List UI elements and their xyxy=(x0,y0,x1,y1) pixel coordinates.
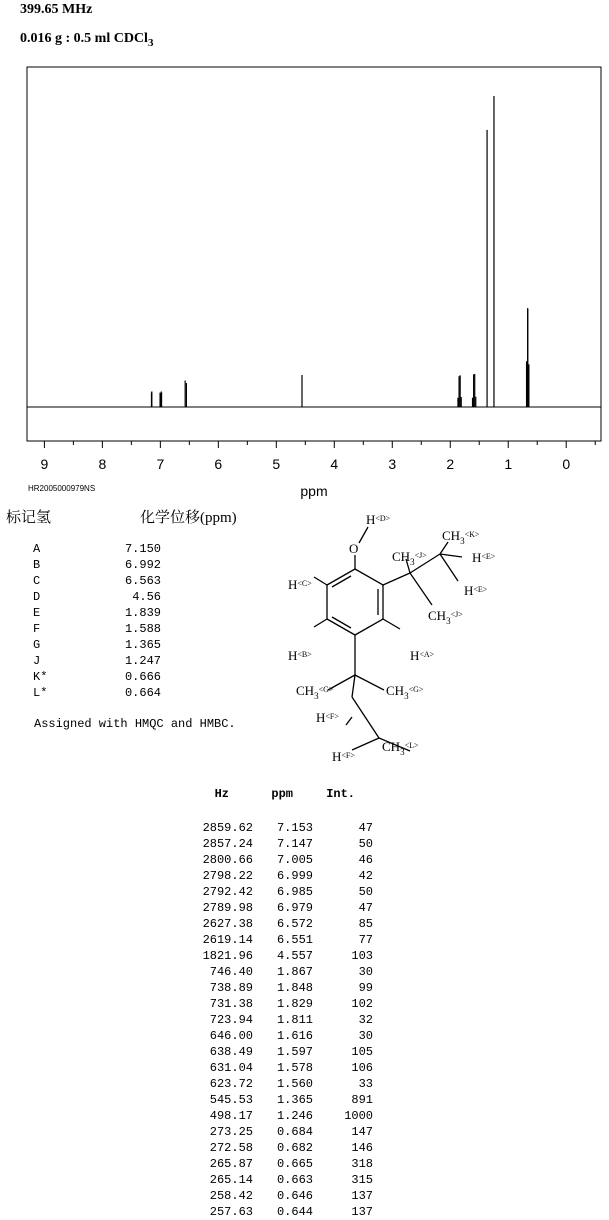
assignment-shift: 0.664 xyxy=(124,686,161,700)
ch-symbol: CH xyxy=(386,683,405,698)
x-tick-label: 1 xyxy=(504,456,513,472)
cell-hz: 1821.96 xyxy=(202,949,253,963)
spectrometer-frequency: 399.65 MHz xyxy=(20,2,93,17)
ring-bond xyxy=(355,569,383,585)
cell-hz: 646.00 xyxy=(209,1029,253,1043)
cell-ppm: 6.572 xyxy=(276,917,313,931)
cell-int: 77 xyxy=(358,933,373,947)
peak-list-header xyxy=(195,786,373,802)
h-tag: <E> xyxy=(481,552,496,561)
assignment-row xyxy=(33,589,161,605)
peak-list-table xyxy=(195,786,373,1220)
c-h-bond xyxy=(346,717,352,725)
table-row xyxy=(195,836,373,852)
h-tag: <C> xyxy=(297,579,312,588)
x-tick-label: 3 xyxy=(388,456,397,472)
sample-concentration xyxy=(20,31,153,49)
cell-hz: 265.87 xyxy=(209,1157,253,1171)
x-tick-label: 4 xyxy=(330,456,339,472)
assignment-label: E xyxy=(33,606,41,620)
cell-hz: 2800.66 xyxy=(202,853,253,867)
methyl-j-top xyxy=(392,549,427,567)
h-symbol: H xyxy=(472,550,482,565)
sample-id: HR2005000979NS xyxy=(28,484,96,493)
cell-int: 47 xyxy=(358,901,373,915)
x-tick-label: 5 xyxy=(272,456,281,472)
hydrogen-f-top xyxy=(316,710,339,725)
assignment-row xyxy=(33,621,161,637)
assignment-shift: 4.56 xyxy=(132,590,161,604)
cell-ppm: 1.848 xyxy=(276,981,313,995)
cell-hz: 2619.14 xyxy=(202,933,253,947)
cell-ppm: 1.246 xyxy=(276,1109,313,1123)
h-symbol: H xyxy=(288,648,298,663)
assignment-table xyxy=(33,541,161,701)
cell-int: 102 xyxy=(351,997,373,1011)
x-axis-label: ppm xyxy=(300,483,328,499)
cell-int: 46 xyxy=(358,853,373,867)
assignment-label: C xyxy=(33,574,41,588)
c-h-bond xyxy=(440,554,458,581)
cell-hz: 2789.98 xyxy=(202,901,253,915)
cell-ppm: 1.578 xyxy=(276,1061,313,1075)
cell-hz: 746.40 xyxy=(209,965,253,979)
cell-int: 315 xyxy=(351,1173,373,1187)
ring-bond xyxy=(355,619,383,635)
cell-hz: 2627.38 xyxy=(202,917,253,931)
cell-int: 99 xyxy=(358,981,373,995)
x-tick-label: 8 xyxy=(98,456,107,472)
x-tick-label: 9 xyxy=(40,456,49,472)
assignment-label: J xyxy=(33,654,41,668)
ring-bond xyxy=(327,619,355,635)
ch-subscript: 3 xyxy=(410,557,415,567)
cell-hz: 738.89 xyxy=(209,981,253,995)
ch-tag: <G> xyxy=(408,685,424,694)
table-row xyxy=(195,1172,373,1188)
c-c-bond xyxy=(355,675,384,690)
cell-hz: 2857.24 xyxy=(202,837,253,851)
assignment-note: Assigned with HMQC and HMBC. xyxy=(34,717,236,731)
assignment-label: D xyxy=(33,590,41,604)
table-row xyxy=(195,1076,373,1092)
hydrogen-f-bottom xyxy=(332,749,355,764)
cell-ppm: 6.999 xyxy=(276,869,313,883)
c-c-bond xyxy=(352,675,355,697)
ring-double-bond xyxy=(332,617,351,628)
h-tag: <E> xyxy=(473,585,488,594)
table-row xyxy=(195,1092,373,1108)
cell-int: 106 xyxy=(351,1061,373,1075)
cell-int: 42 xyxy=(358,869,373,883)
ch-subscript: 3 xyxy=(446,616,451,626)
c-c-bond xyxy=(410,573,432,605)
h-tag: <D> xyxy=(375,514,391,523)
assignment-shift: 1.839 xyxy=(124,606,161,620)
cell-int: 50 xyxy=(358,885,373,899)
c-c-bond xyxy=(352,697,379,738)
methyl-g-right xyxy=(386,683,424,701)
cell-ppm: 1.616 xyxy=(276,1029,313,1043)
h-symbol: H xyxy=(288,577,298,592)
table-row xyxy=(195,1204,373,1220)
cell-ppm: 1.867 xyxy=(276,965,313,979)
assignment-row xyxy=(33,605,161,621)
hydrogen-e-top xyxy=(472,550,496,565)
table-row xyxy=(195,1124,373,1140)
h-symbol: H xyxy=(410,648,420,663)
cell-int: 85 xyxy=(358,917,373,931)
c-c-bond xyxy=(383,573,410,585)
assignment-shift: 1.588 xyxy=(124,622,161,636)
c-h-bond xyxy=(440,554,462,557)
ring-bond xyxy=(327,569,355,585)
table-row xyxy=(195,1028,373,1044)
table-row xyxy=(195,996,373,1012)
x-axis xyxy=(40,441,595,472)
table-row xyxy=(195,884,373,900)
assignment-row xyxy=(33,653,161,669)
assignment-shift: 7.150 xyxy=(124,542,161,556)
cell-int: 103 xyxy=(351,949,373,963)
methyl-l xyxy=(382,739,419,757)
o-h-bond xyxy=(359,527,368,543)
table-row xyxy=(195,1060,373,1076)
x-tick-label: 6 xyxy=(214,456,223,472)
nmr-spectrum-chart xyxy=(0,60,609,500)
cell-int: 318 xyxy=(351,1157,373,1171)
h-symbol: H xyxy=(464,583,474,598)
cell-int: 105 xyxy=(351,1045,373,1059)
table-row xyxy=(195,1012,373,1028)
hydrogen-e-bottom xyxy=(464,583,488,598)
table-row xyxy=(195,820,373,836)
cell-int: 137 xyxy=(351,1189,373,1203)
header-hz: Hz xyxy=(214,787,229,801)
peak-list-rows xyxy=(195,820,373,1220)
table-row xyxy=(195,852,373,868)
cell-ppm: 6.979 xyxy=(276,901,313,915)
cell-hz: 723.94 xyxy=(209,1013,253,1027)
cell-int: 30 xyxy=(358,1029,373,1043)
cell-ppm: 0.663 xyxy=(276,1173,313,1187)
cell-hz: 623.72 xyxy=(209,1077,253,1091)
x-tick-label: 7 xyxy=(156,456,165,472)
assignment-shift-header: 化学位移(ppm) xyxy=(140,510,237,526)
cell-ppm: 0.682 xyxy=(276,1141,313,1155)
table-row xyxy=(195,1156,373,1172)
ch-symbol: CH xyxy=(296,683,315,698)
cell-ppm: 7.147 xyxy=(276,837,313,851)
assignment-row xyxy=(33,557,161,573)
hydrogen-b xyxy=(288,648,312,663)
assignment-label: K* xyxy=(33,670,48,684)
header-ppm: ppm xyxy=(271,787,293,801)
cell-ppm: 1.560 xyxy=(276,1077,313,1091)
c-h-bond xyxy=(352,738,379,750)
cell-int: 146 xyxy=(351,1141,373,1155)
cell-ppm: 1.597 xyxy=(276,1045,313,1059)
cell-ppm: 4.557 xyxy=(276,949,313,963)
cell-int: 147 xyxy=(351,1125,373,1139)
table-row xyxy=(195,900,373,916)
assignment-label-header: 标记氢 xyxy=(6,510,52,526)
ch-subscript: 3 xyxy=(460,536,465,546)
hydrogen-c xyxy=(288,577,312,592)
h-tag: <B> xyxy=(297,650,312,659)
table-row xyxy=(195,1140,373,1156)
table-row xyxy=(195,932,373,948)
assignment-label: L* xyxy=(33,686,48,700)
cell-hz: 498.17 xyxy=(209,1109,253,1123)
x-tick-label: 0 xyxy=(562,456,571,472)
h-symbol: H xyxy=(332,749,342,764)
table-row xyxy=(195,1044,373,1060)
ch-tag: <G> xyxy=(318,685,334,694)
cell-hz: 631.04 xyxy=(209,1061,253,1075)
assignment-row xyxy=(33,669,161,685)
assignment-shift: 1.365 xyxy=(124,638,161,652)
cell-hz: 265.14 xyxy=(209,1173,253,1187)
cell-ppm: 0.644 xyxy=(276,1205,313,1219)
cell-int: 891 xyxy=(351,1093,373,1107)
cell-int: 32 xyxy=(358,1013,373,1027)
cell-hz: 273.25 xyxy=(209,1125,253,1139)
cell-ppm: 1.811 xyxy=(276,1013,313,1027)
assignment-row xyxy=(33,573,161,589)
table-row xyxy=(195,1188,373,1204)
cell-ppm: 6.985 xyxy=(276,885,313,899)
oxygen-atom: O xyxy=(349,541,359,556)
table-row xyxy=(195,964,373,980)
cell-hz: 2798.22 xyxy=(202,869,253,883)
assignment-row xyxy=(33,685,161,701)
table-row xyxy=(195,980,373,996)
plot-frame xyxy=(27,67,601,441)
c-h-bond xyxy=(314,577,327,585)
cell-ppm: 6.551 xyxy=(276,933,313,947)
assignment-label: A xyxy=(33,542,41,556)
c-h-bond xyxy=(383,619,400,629)
h-symbol: H xyxy=(316,710,326,725)
cell-ppm: 0.665 xyxy=(276,1157,313,1171)
assignment-label: B xyxy=(33,558,41,572)
ch-tag: <K> xyxy=(464,530,480,539)
sample-concentration-text: 0.016 g : 0.5 ml CDCl xyxy=(20,31,148,46)
header-int: Int. xyxy=(326,787,355,801)
cell-int: 47 xyxy=(358,821,373,835)
cell-hz: 2859.62 xyxy=(202,821,253,835)
sample-subscript: 3 xyxy=(147,36,154,49)
cell-hz: 2792.42 xyxy=(202,885,253,899)
cell-ppm: 0.684 xyxy=(276,1125,313,1139)
cell-ppm: 7.005 xyxy=(276,853,313,867)
cell-hz: 731.38 xyxy=(209,997,253,1011)
ring-double-bond xyxy=(332,576,351,587)
cell-int: 50 xyxy=(358,837,373,851)
assignment-shift: 1.247 xyxy=(124,654,161,668)
ch-symbol: CH xyxy=(382,739,401,754)
cell-ppm: 7.153 xyxy=(276,821,313,835)
cell-int: 33 xyxy=(358,1077,373,1091)
c-h-bond xyxy=(314,619,327,627)
molecule-structure xyxy=(282,505,522,770)
h-tag: <A> xyxy=(419,650,435,659)
hydrogen-d xyxy=(366,512,391,527)
cell-ppm: 0.646 xyxy=(276,1189,313,1203)
cell-int: 30 xyxy=(358,965,373,979)
table-row xyxy=(195,1108,373,1124)
table-row xyxy=(195,916,373,932)
ch-symbol: CH xyxy=(392,549,411,564)
ch-subscript: 3 xyxy=(400,747,405,757)
cell-int: 137 xyxy=(351,1205,373,1219)
ch-subscript: 3 xyxy=(314,691,319,701)
cell-hz: 257.63 xyxy=(209,1205,253,1219)
cell-ppm: 1.365 xyxy=(276,1093,313,1107)
hydrogen-a xyxy=(410,648,435,663)
cell-hz: 272.58 xyxy=(209,1141,253,1155)
cell-ppm: 1.829 xyxy=(276,997,313,1011)
assignment-shift: 0.666 xyxy=(124,670,161,684)
ch-symbol: CH xyxy=(428,608,447,623)
assignment-row xyxy=(33,541,161,557)
assignment-label: F xyxy=(33,622,41,636)
methyl-j-bottom xyxy=(428,608,463,626)
ch-tag: <J> xyxy=(414,551,427,560)
cell-hz: 258.42 xyxy=(209,1189,253,1203)
cell-hz: 638.49 xyxy=(209,1045,253,1059)
assignment-label: G xyxy=(33,638,41,652)
methyl-g-left xyxy=(296,683,334,701)
assignment-shift: 6.563 xyxy=(124,574,161,588)
h-tag: <F> xyxy=(325,712,339,721)
assignment-row xyxy=(33,637,161,653)
ch-symbol: CH xyxy=(442,528,461,543)
ch-subscript: 3 xyxy=(404,691,409,701)
cell-int: 1000 xyxy=(344,1109,373,1123)
x-tick-label: 2 xyxy=(446,456,455,472)
peaks-layer xyxy=(151,96,528,407)
ch-tag: <J> xyxy=(450,610,463,619)
table-row xyxy=(195,868,373,884)
h-tag: <F> xyxy=(341,751,355,760)
assignment-shift: 6.992 xyxy=(124,558,161,572)
table-row xyxy=(195,948,373,964)
ch-tag: <L> xyxy=(404,741,419,750)
c-c-bond xyxy=(440,542,448,554)
cell-hz: 545.53 xyxy=(209,1093,253,1107)
h-symbol: H xyxy=(366,512,376,527)
